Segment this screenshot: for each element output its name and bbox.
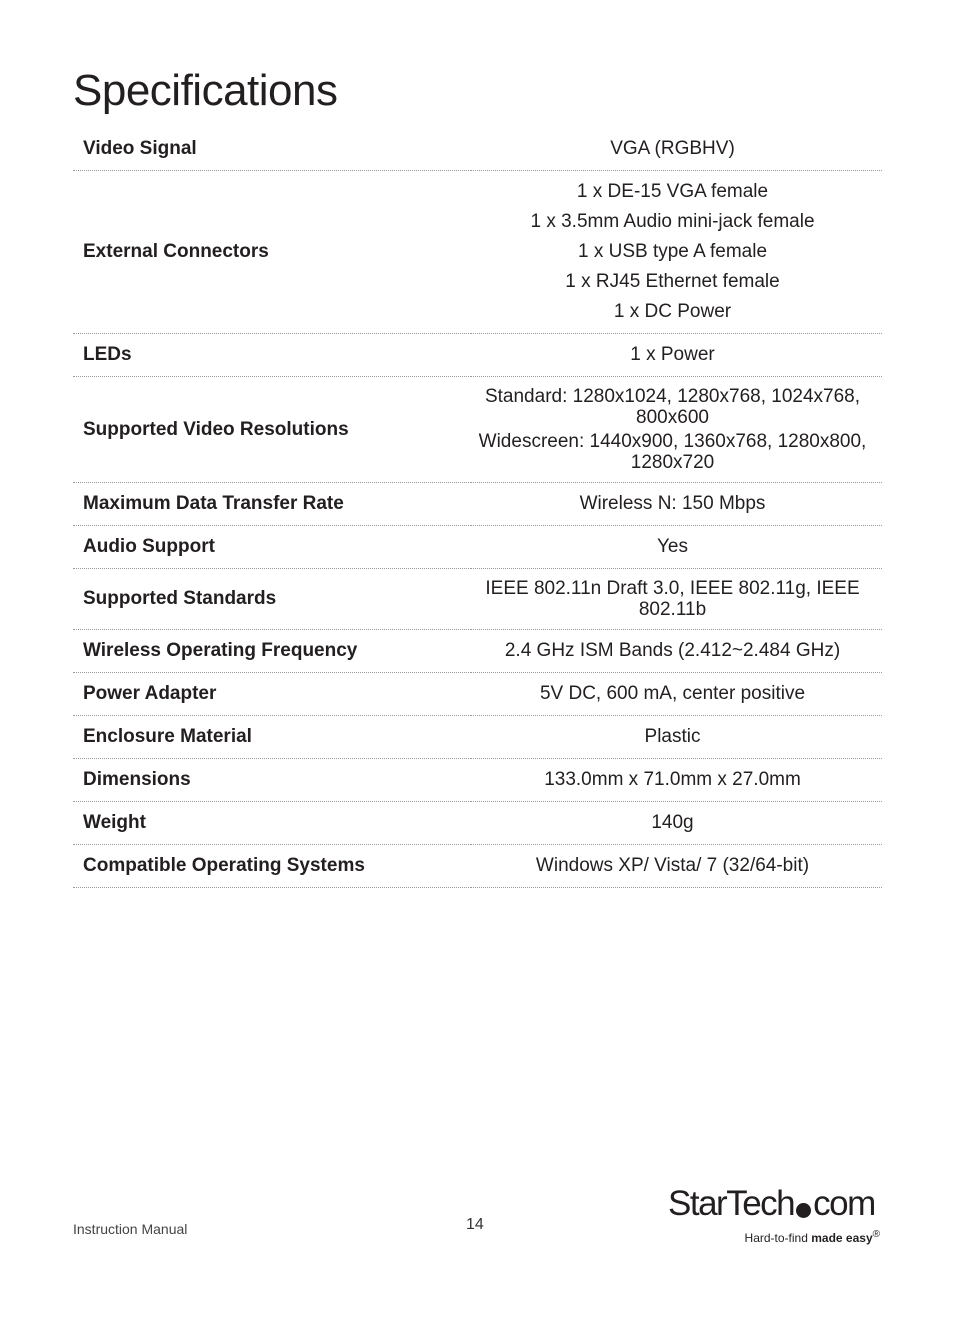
spec-row-maximum-data-transfer-rate xyxy=(73,483,882,526)
spec-value xyxy=(471,483,882,526)
spec-row-audio-support xyxy=(73,526,882,569)
spec-value-line: Standard: 1280x1024, 1280x768, 1024x768, 800x600 xyxy=(484,386,861,428)
spec-label: Dimensions xyxy=(73,759,471,802)
spec-value-line: 1 x 3.5mm Audio mini-jack female xyxy=(530,211,815,232)
spec-row-external-connectors xyxy=(73,171,882,334)
spec-row-wireless-operating-frequency xyxy=(73,630,882,673)
spec-value-line: 1 x Power xyxy=(630,344,715,365)
logo-brand-left: StarTech xyxy=(668,1184,795,1223)
spec-value-line: 140g xyxy=(651,812,694,833)
spec-value xyxy=(471,334,882,377)
spec-value xyxy=(471,673,882,716)
spec-value-line: VGA (RGBHV) xyxy=(610,138,735,159)
spec-label: Power Adapter xyxy=(73,673,471,716)
spec-value-line: 133.0mm x 71.0mm x 27.0mm xyxy=(544,769,801,790)
spec-row-dimensions xyxy=(73,759,882,802)
logo-tagline-regular: Hard-to-find xyxy=(744,1231,808,1245)
spec-row-power-adapter xyxy=(73,673,882,716)
spec-value xyxy=(471,716,882,759)
spec-value-line: Windows XP/ Vista/ 7 (32/64-bit) xyxy=(535,855,810,876)
spec-value xyxy=(471,845,882,888)
specifications-table xyxy=(73,128,882,888)
spec-row-compatible-operating-systems xyxy=(73,845,882,888)
spec-row-leds xyxy=(73,334,882,377)
startech-logo xyxy=(668,1184,883,1250)
spec-value xyxy=(471,759,882,802)
spec-value xyxy=(471,128,882,171)
spec-value-line: Widescreen: 1440x900, 1360x768, 1280x800, 1280x720 xyxy=(478,431,867,473)
spec-value-line: Plastic xyxy=(644,726,701,747)
page-title: Specifications xyxy=(73,66,338,115)
logo-wordmark xyxy=(668,1184,883,1224)
logo-tagline-bold: made easy xyxy=(811,1231,873,1245)
spec-label: Supported Standards xyxy=(73,569,471,630)
spec-label: Maximum Data Transfer Rate xyxy=(73,483,471,526)
spec-value xyxy=(471,802,882,845)
spec-value-line: 2.4 GHz ISM Bands (2.412~2.484 GHz) xyxy=(504,640,841,661)
spec-row-enclosure-material xyxy=(73,716,882,759)
spec-label: Audio Support xyxy=(73,526,471,569)
spec-label: Video Signal xyxy=(73,128,471,171)
spec-value-line: 1 x DC Power xyxy=(613,301,732,322)
spec-value xyxy=(471,630,882,673)
spec-value-line: 1 x DE-15 VGA female xyxy=(576,181,769,202)
spec-value-line: IEEE 802.11n Draft 3.0, IEEE 802.11g, IEEE 802.11b xyxy=(485,578,860,620)
spec-value-line: 1 x RJ45 Ethernet female xyxy=(565,271,780,292)
spec-row-video-signal xyxy=(73,128,882,171)
spec-label: Weight xyxy=(73,802,471,845)
spec-row-weight xyxy=(73,802,882,845)
spec-label: Enclosure Material xyxy=(73,716,471,759)
spec-label: External Connectors xyxy=(73,171,471,334)
logo-tagline xyxy=(745,1229,880,1245)
logo-registered-mark: ® xyxy=(872,1229,880,1240)
spec-label: Compatible Operating Systems xyxy=(73,845,471,888)
spec-value-line: 1 x USB type A female xyxy=(577,241,768,262)
spec-value-line: 5V DC, 600 mA, center positive xyxy=(539,683,806,704)
spec-label: Supported Video Resolutions xyxy=(73,377,471,483)
spec-label: LEDs xyxy=(73,334,471,377)
logo-dot-icon xyxy=(796,1203,811,1218)
spec-value xyxy=(471,569,882,630)
page-number: 14 xyxy=(466,1216,484,1233)
spec-value-line: Wireless N: 150 Mbps xyxy=(579,493,766,514)
logo-brand-right: com xyxy=(813,1184,875,1223)
spec-value-line: Yes xyxy=(657,536,688,557)
spec-value xyxy=(471,171,882,334)
spec-row-supported-video-resolutions xyxy=(73,377,882,483)
spec-row-supported-standards xyxy=(73,569,882,630)
specifications-table-body xyxy=(73,128,882,888)
footer-label: Instruction Manual xyxy=(73,1221,188,1237)
spec-label: Wireless Operating Frequency xyxy=(73,630,471,673)
spec-value xyxy=(471,526,882,569)
spec-value xyxy=(471,377,882,483)
